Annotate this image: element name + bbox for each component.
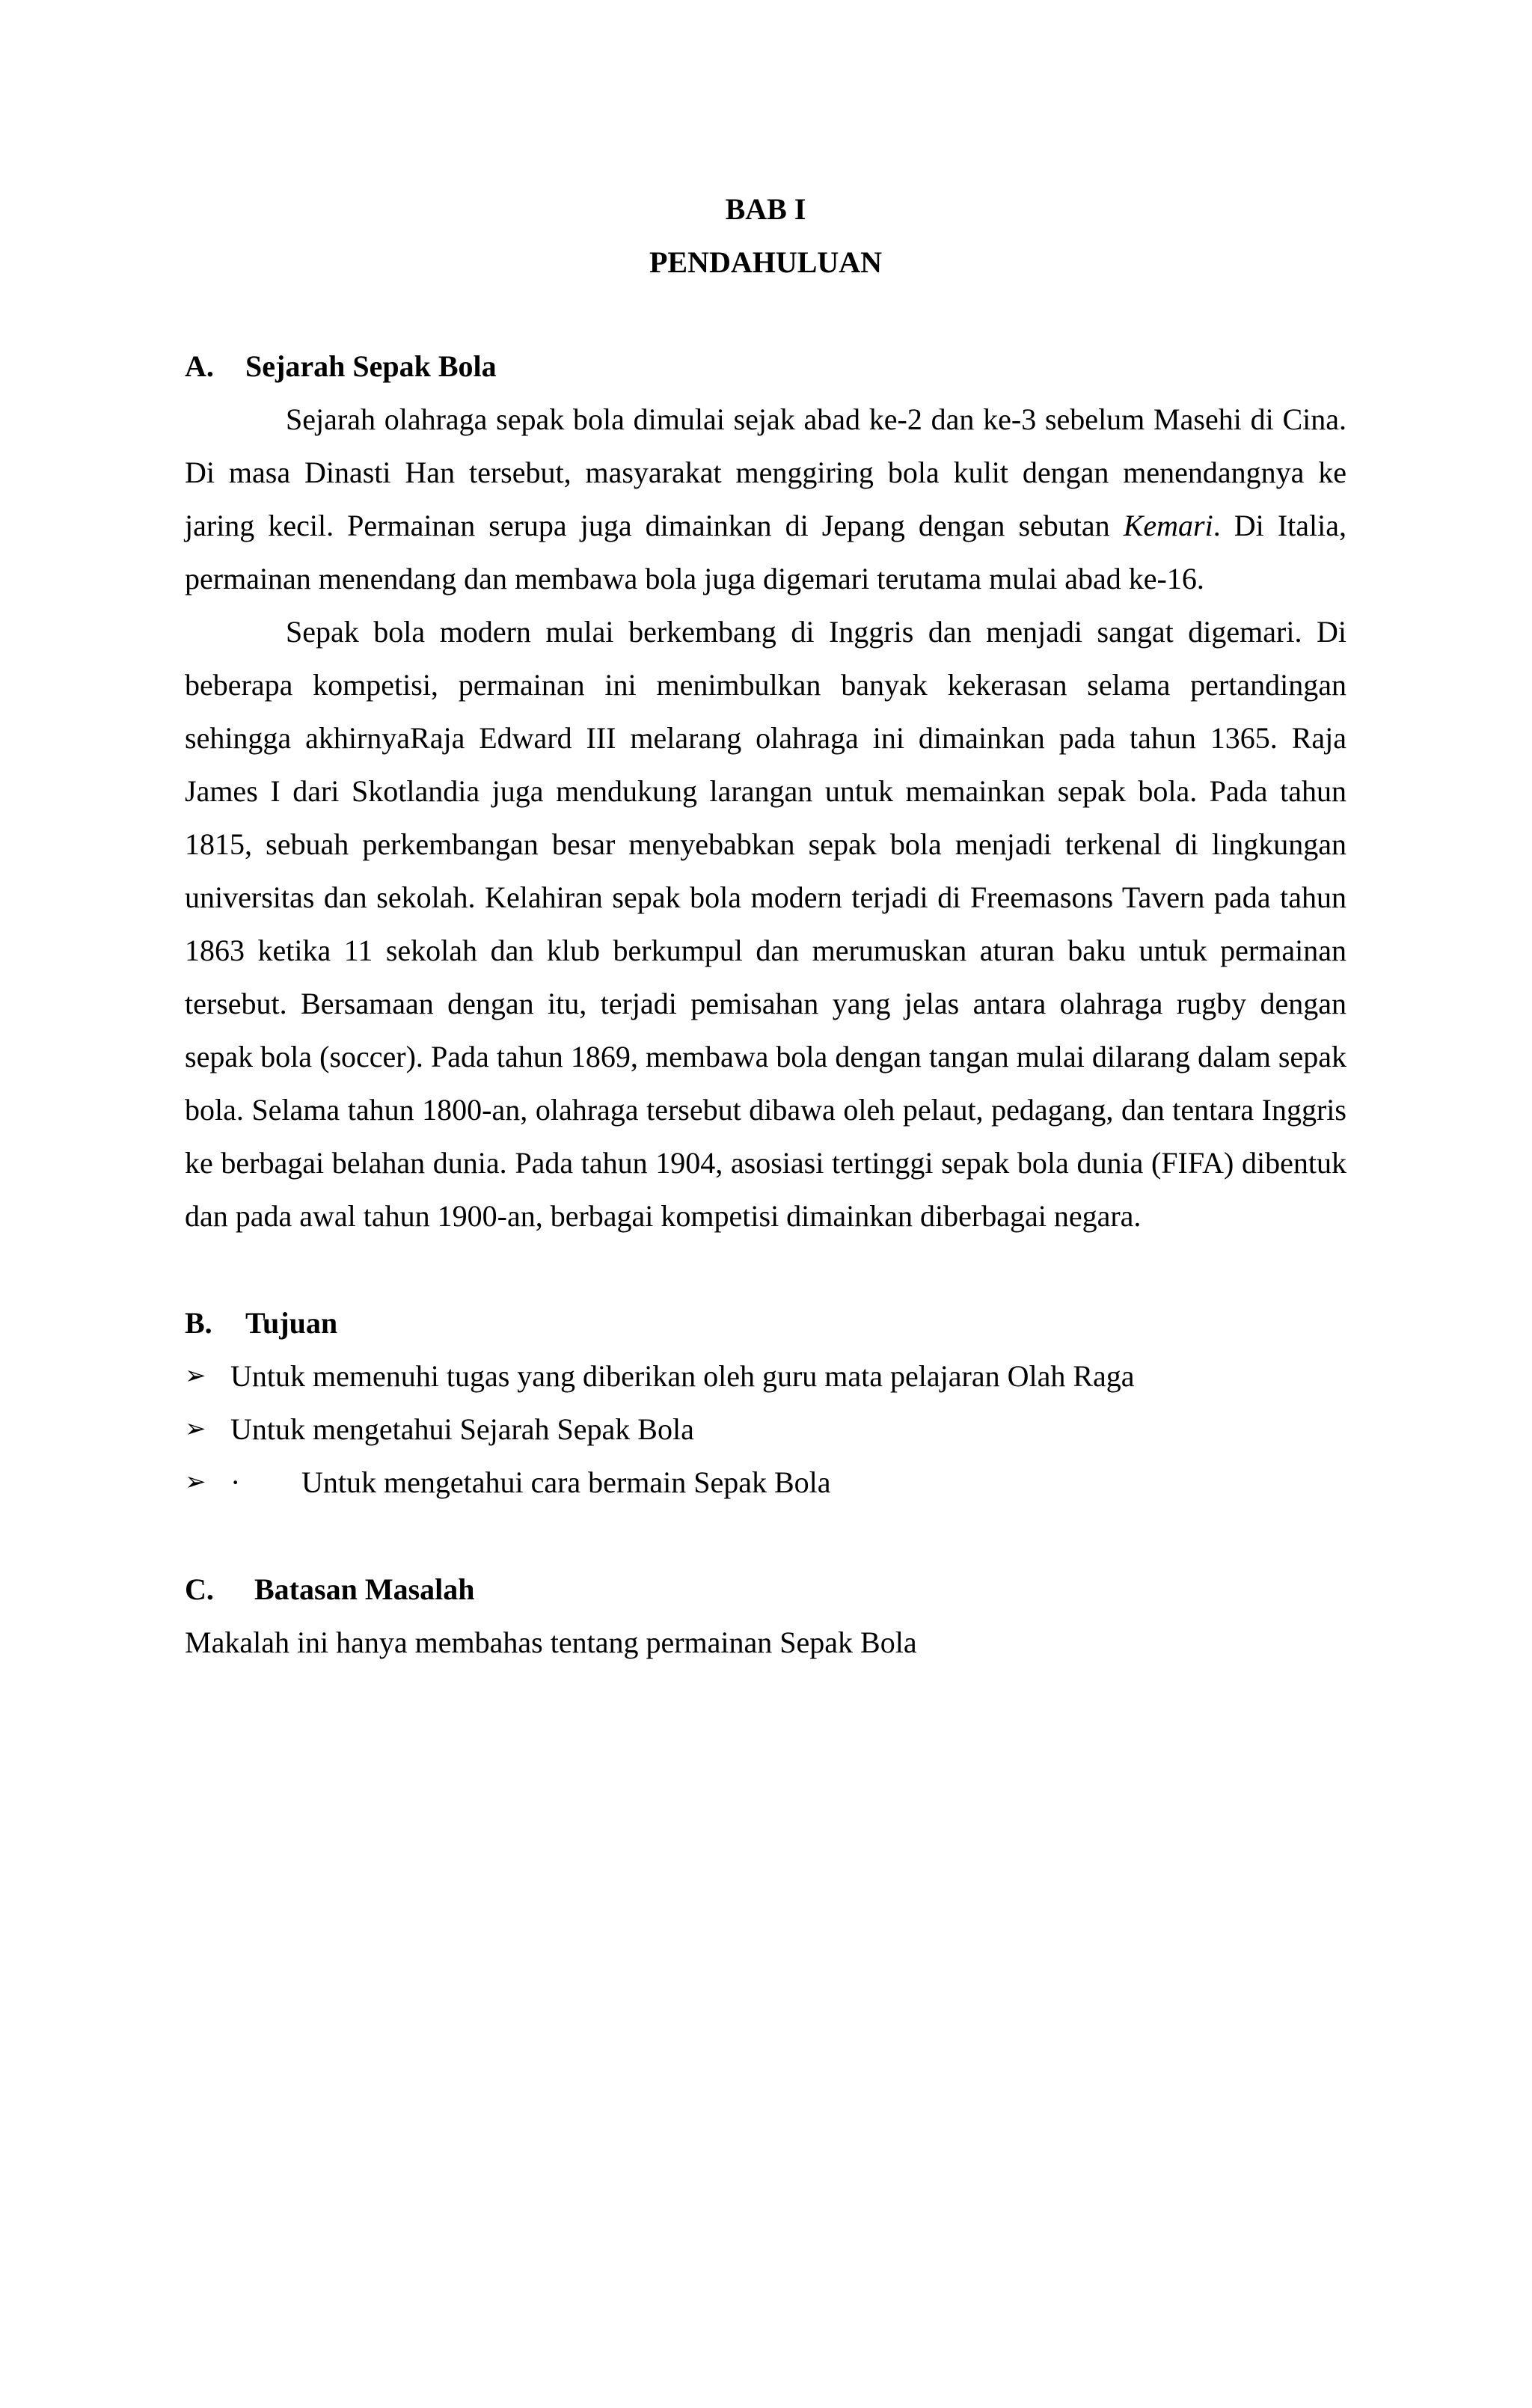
section-c-number: C. <box>185 1572 214 1606</box>
list-item <box>185 1349 1346 1403</box>
arrowhead-bullet-icon: ➢ <box>185 1415 206 1443</box>
spacer <box>185 1243 1346 1296</box>
paragraph-1-italic-term: Kemari <box>1123 509 1213 542</box>
section-b-heading <box>185 1296 1346 1349</box>
objectives-list <box>185 1349 1346 1509</box>
section-a-heading <box>185 340 1346 393</box>
chapter-title: PENDAHULUAN <box>649 245 883 279</box>
list-item-text: Untuk memenuhi tugas yang diberikan oleh guru mata pelajaran Olah Raga <box>230 1359 1135 1393</box>
section-a-title: Sejarah Sepak Bola <box>245 349 497 383</box>
middle-dot-marker: · <box>230 1465 241 1499</box>
list-item-text: Untuk mengetahui Sejarah Sepak Bola <box>230 1412 694 1446</box>
document-body <box>185 183 1346 1669</box>
spacer <box>185 289 1346 340</box>
spacer <box>185 1509 1346 1563</box>
section-c-heading <box>185 1563 1346 1616</box>
paragraph-1-text-start: Sejarah olahraga sepak bola dimulai sejak abad ke-2 dan ke-3 sebelum Masehi di Cina. Di masa Dinasti Han tersebut, masyarakat menggiring bola kulit dengan menendangnya ke jaring kecil. Permainan serupa juga dimainkan di Jepang dengan sebutan <box>185 402 1346 542</box>
section-c-title: Batasan Masalah <box>254 1572 475 1606</box>
section-b-title: Tujuan <box>245 1306 338 1340</box>
paragraph-1-text-end: . Di Italia, permainan menendang dan membawa bola juga digemari terutama mulai abad ke-16. <box>185 509 1346 595</box>
section-a-paragraph-1 <box>185 393 1346 605</box>
list-item-text: Untuk mengetahui cara bermain Sepak Bola <box>301 1465 831 1499</box>
section-c-text: Makalah ini hanya membahas tentang permainan Sepak Bola <box>185 1626 917 1659</box>
section-a-number: A. <box>185 349 214 383</box>
list-item <box>185 1403 1346 1456</box>
chapter-number: BAB I <box>725 192 806 226</box>
list-item <box>185 1456 1346 1509</box>
section-a-paragraph-2: Sepak bola modern mulai berkembang di Inggris dan menjadi sangat digemari. Di beberapa kompetisi, permainan ini menimbulkan banyak kekerasan selama pertandingan sehingga akhirnyaRaja Edward III melarang olahraga ini dimainkan pada tahun 1365. Raja James I dari Skotlandia juga mendukung larangan untuk memainkan sepak bola. Pada tahun 1815, sebuah perkembangan besar menyebabkan sepak bola menjadi terkenal di lingkungan universitas dan sekolah. Kelahiran sepak bola modern terjadi di Freemasons Tavern pada tahun 1863 ketika 11 sekolah dan klub berkumpul dan merumuskan aturan baku untuk permainan tersebut. Bersamaan dengan itu, terjadi pemisahan yang jelas antara olahraga rugby dengan sepak bola (soccer). Pada tahun 1869, membawa bola dengan tangan mulai dilarang dalam sepak bola. Selama tahun 1800-an, olahraga tersebut dibawa oleh pelaut, pedagang, dan tentara Inggris ke berbagai belahan dunia. Pada tahun 1904, asosiasi tertinggi sepak bola dunia (FIFA) dibentuk dan pada awal tahun 1900-an, berbagai kompetisi dimainkan diberbagai negara. <box>185 615 1346 1233</box>
arrowhead-bullet-icon: ➢ <box>185 1362 206 1390</box>
arrowhead-bullet-icon: ➢ <box>185 1468 206 1496</box>
section-b-number: B. <box>185 1306 212 1340</box>
